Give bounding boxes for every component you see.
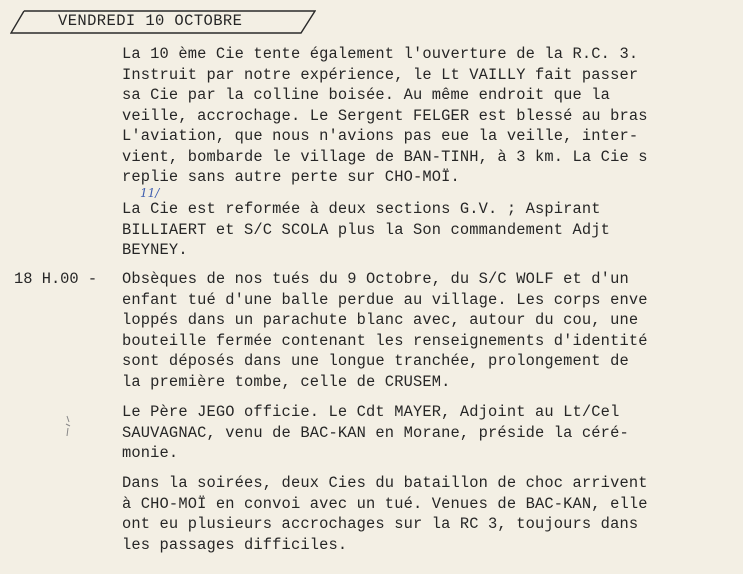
para-line: loppés dans un parachute blanc avec, autour du cou, une: [122, 311, 639, 329]
paragraph-5: [122, 473, 648, 555]
para-line: L'aviation, que nous n'avions pas eue la veille, inter-: [122, 127, 639, 145]
para-line: la première tombe, celle de CRUSEM.: [122, 372, 451, 391]
para-line: à CHO-MOÏ en convoi avec un tué. Venues de BAC-KAN, elle: [122, 494, 648, 513]
para-line: ont eu plusieurs accrochages sur la RC 3, toujours dans: [122, 515, 639, 533]
para-line: Le Père JEGO officie. Le Cdt MAYER, Adjoint au Lt/Cel: [122, 403, 620, 421]
para-line: sont déposés dans une longue tranchée, prolongement de: [122, 352, 629, 370]
para-line: La Cie est reformée à deux sections G.V. ; Aspirant: [122, 200, 601, 218]
para-line: Dans la soirées, deux Cies du bataillon de choc arrivent: [122, 474, 648, 492]
handwritten-annotation: 11/: [140, 186, 160, 200]
para-line: La 10 ème Cie tente également l'ouverture de la R.C. 3.: [122, 45, 639, 63]
para-line: sa Cie par la colline boisée. Au même endroit que la: [122, 86, 611, 104]
paragraph-2: [122, 199, 610, 261]
para-line: BEYNEY.: [122, 241, 188, 259]
paragraph-3: [122, 269, 648, 392]
para-line: Instruit par notre expérience, le Lt VAILLY fait passer: [122, 65, 639, 84]
date-header-text: VENDREDI 10 OCTOBRE: [58, 12, 243, 30]
para-line: SAUVAGNAC, venu de BAC-KAN en Morane, préside la céré-: [122, 423, 629, 442]
para-line: enfant tué d'une balle perdue au village. Les corps enve: [122, 290, 648, 309]
date-header-box: [10, 10, 316, 34]
para-line: BILLIAERT et S/C SCOLA plus la Son commandement Adjt: [122, 220, 611, 239]
para-line: Obsèques de nos tués du 9 Octobre, du S/C WOLF et d'un: [122, 270, 629, 288]
para-line: les passages difficiles.: [122, 535, 348, 554]
entry-time: 18 H.00 -: [14, 270, 98, 288]
para-line: replie sans autre perte sur CHO-MOÏ.: [122, 168, 460, 186]
paragraph-4: [122, 402, 629, 464]
pencil-mark: [64, 414, 72, 442]
para-line: veille, accrochage. Le Sergent FELGER est blessé au bras: [122, 106, 648, 125]
para-line: vient, bombarde le village de BAN-TINH, à 3 km. La Cie s: [122, 147, 648, 166]
para-line: monie.: [122, 444, 179, 462]
para-line: bouteille fermée contenant les renseignements d'identité: [122, 331, 648, 350]
paragraph-1: [122, 44, 648, 188]
